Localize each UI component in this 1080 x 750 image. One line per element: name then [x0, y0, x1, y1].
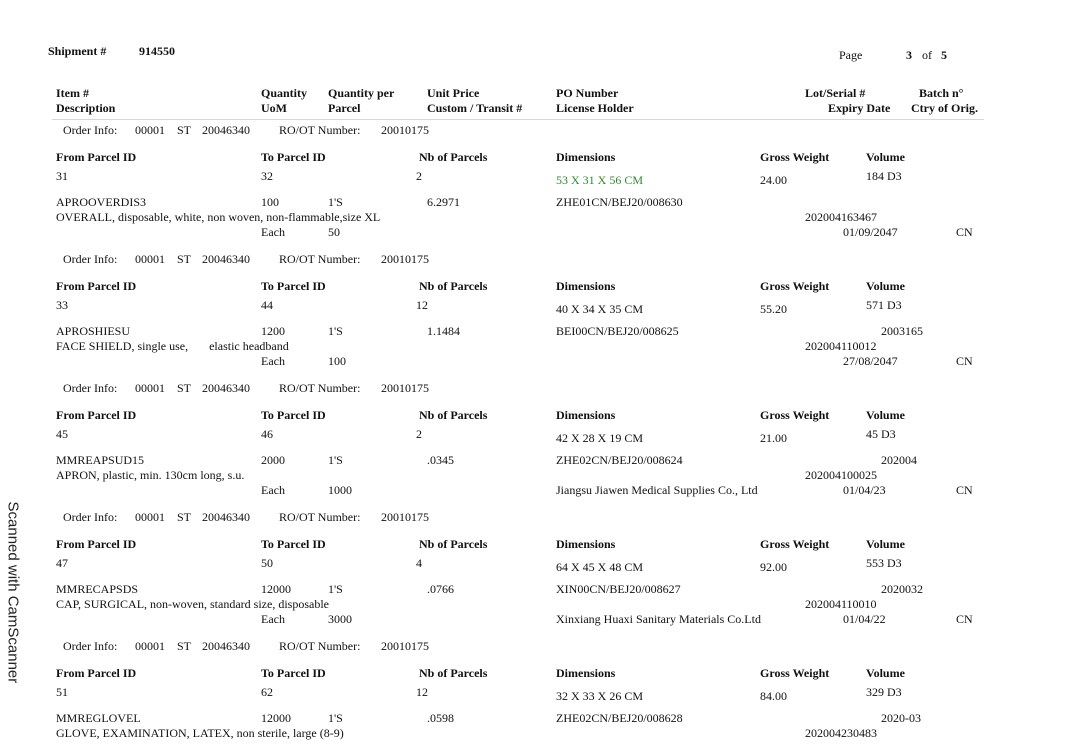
- volume-label: Volume: [866, 666, 905, 680]
- order-type: ST: [177, 381, 192, 395]
- ro-ot-label: RO/OT Number:: [279, 123, 361, 137]
- lot-serial: 202004110010: [805, 597, 877, 611]
- quantity: 12000: [261, 711, 291, 725]
- nb-parcels: 12: [416, 298, 428, 312]
- order-number: 20046340: [202, 381, 250, 395]
- nb-parcels: 2: [416, 427, 422, 441]
- volume: 184 D3: [866, 169, 902, 183]
- uom: Each: [261, 225, 285, 239]
- po-number: XIN00CN/BEJ20/008627: [556, 582, 681, 596]
- col-lot-serial: Lot/Serial #: [805, 86, 866, 100]
- from-parcel-label: From Parcel ID: [56, 150, 137, 164]
- ro-ot-number: 20010175: [381, 510, 429, 524]
- from-parcel-id: 45: [56, 427, 68, 441]
- ro-ot-number: 20010175: [381, 639, 429, 653]
- to-parcel-label: To Parcel ID: [261, 408, 326, 422]
- col-uom: UoM: [261, 101, 287, 115]
- page-total: 5: [941, 48, 947, 62]
- col-parcel: Parcel: [328, 101, 361, 115]
- nb-parcels: 2: [416, 169, 422, 183]
- qty-per-parcel: 100: [328, 354, 346, 368]
- pack-size: 1'S: [328, 453, 343, 467]
- from-parcel-id: 51: [56, 685, 68, 699]
- item-number: MMREAPSUD15: [56, 453, 145, 467]
- shipment-number: 914550: [139, 44, 175, 58]
- col-po-number: PO Number: [556, 86, 619, 100]
- batch-number: 2020032: [881, 582, 923, 596]
- order-info-label: Order Info:: [63, 381, 118, 395]
- to-parcel-id: 32: [261, 169, 273, 183]
- dimensions-label: Dimensions: [556, 666, 616, 680]
- dimensions: 40 X 34 X 35 CM: [556, 302, 644, 316]
- ro-ot-label: RO/OT Number:: [279, 252, 361, 266]
- to-parcel-id: 46: [261, 427, 273, 441]
- dimensions: 53 X 31 X 56 CM: [556, 173, 644, 187]
- gross-weight: 92.00: [760, 560, 787, 574]
- to-parcel-label: To Parcel ID: [261, 537, 326, 551]
- nb-parcels-label: Nb of Parcels: [419, 150, 488, 164]
- order-info-label: Order Info:: [63, 252, 118, 266]
- item-description: APRON, plastic, min. 130cm long, s.u.: [56, 468, 245, 482]
- col-expiry-date: Expiry Date: [828, 101, 891, 115]
- expiry-date: 01/04/23: [843, 483, 886, 497]
- quantity: 12000: [261, 582, 291, 596]
- col-description: Description: [56, 101, 116, 115]
- page-current: 3: [906, 48, 912, 62]
- order-type: ST: [177, 510, 192, 524]
- col-license-holder: License Holder: [556, 101, 634, 115]
- item-description: CAP, SURGICAL, non-woven, standard size, disposable: [56, 597, 329, 611]
- ro-ot-label: RO/OT Number:: [279, 639, 361, 653]
- from-parcel-id: 31: [56, 169, 68, 183]
- from-parcel-id: 47: [56, 556, 68, 570]
- col-qty-per: Quantity per: [328, 86, 395, 100]
- ro-ot-label: RO/OT Number:: [279, 381, 361, 395]
- order-number: 20046340: [202, 510, 250, 524]
- ro-ot-number: 20010175: [381, 252, 429, 266]
- nb-parcels: 4: [416, 556, 422, 570]
- volume-label: Volume: [866, 537, 905, 551]
- quantity: 100: [261, 195, 279, 209]
- nb-parcels-label: Nb of Parcels: [419, 279, 488, 293]
- to-parcel-id: 44: [261, 298, 273, 312]
- ro-ot-number: 20010175: [381, 123, 429, 137]
- uom: Each: [261, 483, 285, 497]
- gross-weight-label: Gross Weight: [760, 279, 830, 293]
- country-of-origin: CN: [956, 612, 973, 626]
- dimensions-label: Dimensions: [556, 408, 616, 422]
- order-number: 20046340: [202, 252, 250, 266]
- ro-ot-label: RO/OT Number:: [279, 510, 361, 524]
- qty-per-parcel: 50: [328, 225, 340, 239]
- nb-parcels-label: Nb of Parcels: [419, 666, 488, 680]
- page-label: Page: [839, 48, 863, 62]
- nb-parcels: 12: [416, 685, 428, 699]
- dimensions-label: Dimensions: [556, 537, 616, 551]
- dimensions: 64 X 45 X 48 CM: [556, 560, 644, 574]
- from-parcel-id: 33: [56, 298, 68, 312]
- volume-label: Volume: [866, 150, 905, 164]
- batch-number: 202004: [881, 453, 917, 467]
- qty-per-parcel: 1000: [328, 483, 352, 497]
- page-of: of: [922, 48, 932, 62]
- order-line: 00001: [135, 639, 165, 653]
- order-type: ST: [177, 639, 192, 653]
- expiry-date: 01/09/2047: [843, 225, 898, 239]
- quantity: 1200: [261, 324, 285, 338]
- pack-size: 1'S: [328, 324, 343, 338]
- item-number: MMREGLOVEL: [56, 711, 141, 725]
- expiry-date: 01/04/22: [843, 612, 886, 626]
- nb-parcels-label: Nb of Parcels: [419, 408, 488, 422]
- col-unit-price: Unit Price: [427, 86, 480, 100]
- order-number: 20046340: [202, 639, 250, 653]
- order-line: 00001: [135, 252, 165, 266]
- gross-weight-label: Gross Weight: [760, 150, 830, 164]
- lot-serial: 202004100025: [805, 468, 877, 482]
- col-custom-transit: Custom / Transit #: [427, 101, 523, 115]
- dimensions: 32 X 33 X 26 CM: [556, 689, 644, 703]
- po-number: BEI00CN/BEJ20/008625: [556, 324, 679, 338]
- from-parcel-label: From Parcel ID: [56, 408, 137, 422]
- country-of-origin: CN: [956, 354, 973, 368]
- gross-weight: 24.00: [760, 173, 787, 187]
- to-parcel-id: 50: [261, 556, 273, 570]
- lot-serial: 202004110012: [805, 339, 877, 353]
- volume: 329 D3: [866, 685, 902, 699]
- batch-number: 2020-03: [881, 711, 921, 725]
- gross-weight-label: Gross Weight: [760, 537, 830, 551]
- uom: Each: [261, 612, 285, 626]
- col-item: Item #: [56, 86, 89, 100]
- order-line: 00001: [135, 123, 165, 137]
- gross-weight: 21.00: [760, 431, 787, 445]
- col-batch: Batch n°: [919, 86, 964, 100]
- pack-size: 1'S: [328, 195, 343, 209]
- country-of-origin: CN: [956, 483, 973, 497]
- lot-serial: 202004163467: [805, 210, 877, 224]
- camscanner-watermark: Scanned with CamScanner: [4, 501, 22, 684]
- from-parcel-label: From Parcel ID: [56, 666, 137, 680]
- volume: 45 D3: [866, 427, 896, 441]
- item-description: GLOVE, EXAMINATION, LATEX, non sterile, large (8-9): [56, 726, 344, 740]
- po-number: ZHE01CN/BEJ20/008630: [556, 195, 683, 209]
- to-parcel-label: To Parcel ID: [261, 150, 326, 164]
- item-number: APROSHIESU: [56, 324, 131, 338]
- unit-price: .0345: [427, 453, 454, 467]
- order-number: 20046340: [202, 123, 250, 137]
- volume: 571 D3: [866, 298, 902, 312]
- order-info-label: Order Info:: [63, 510, 118, 524]
- item-number: APROOVERDIS3: [56, 195, 147, 209]
- volume-label: Volume: [866, 408, 905, 422]
- gross-weight: 84.00: [760, 689, 787, 703]
- pack-size: 1'S: [328, 711, 343, 725]
- dimensions-label: Dimensions: [556, 279, 616, 293]
- po-number: ZHE02CN/BEJ20/008628: [556, 711, 683, 725]
- gross-weight-label: Gross Weight: [760, 408, 830, 422]
- order-info-label: Order Info:: [63, 639, 118, 653]
- item-description: FACE SHIELD, single use, elastic headband: [56, 339, 289, 353]
- to-parcel-id: 62: [261, 685, 273, 699]
- nb-parcels-label: Nb of Parcels: [419, 537, 488, 551]
- unit-price: .0598: [427, 711, 454, 725]
- unit-price: .0766: [427, 582, 454, 596]
- qty-per-parcel: 3000: [328, 612, 352, 626]
- to-parcel-label: To Parcel ID: [261, 279, 326, 293]
- from-parcel-label: From Parcel ID: [56, 537, 137, 551]
- order-type: ST: [177, 123, 192, 137]
- col-ctry: Ctry of Orig.: [911, 101, 978, 115]
- header-rule: [52, 119, 984, 120]
- unit-price: 1.1484: [427, 324, 460, 338]
- unit-price: 6.2971: [427, 195, 460, 209]
- col-quantity: Quantity: [261, 86, 308, 100]
- item-number: MMRECAPSDS: [56, 582, 139, 596]
- volume: 553 D3: [866, 556, 902, 570]
- dimensions: 42 X 28 X 19 CM: [556, 431, 644, 445]
- order-type: ST: [177, 252, 192, 266]
- gross-weight-label: Gross Weight: [760, 666, 830, 680]
- order-line: 00001: [135, 381, 165, 395]
- batch-number: 2003165: [881, 324, 923, 338]
- ro-ot-number: 20010175: [381, 381, 429, 395]
- gross-weight: 55.20: [760, 302, 787, 316]
- expiry-date: 27/08/2047: [843, 354, 898, 368]
- order-info-label: Order Info:: [63, 123, 118, 137]
- volume-label: Volume: [866, 279, 905, 293]
- country-of-origin: CN: [956, 225, 973, 239]
- to-parcel-label: To Parcel ID: [261, 666, 326, 680]
- po-number: ZHE02CN/BEJ20/008624: [556, 453, 683, 467]
- shipment-label: Shipment #: [48, 44, 107, 58]
- dimensions-label: Dimensions: [556, 150, 616, 164]
- license-holder: Xinxiang Huaxi Sanitary Materials Co.Ltd: [556, 612, 761, 626]
- item-description: OVERALL, disposable, white, non woven, non-flammable,size XL: [56, 210, 381, 224]
- pack-size: 1'S: [328, 582, 343, 596]
- quantity: 2000: [261, 453, 285, 467]
- uom: Each: [261, 354, 285, 368]
- from-parcel-label: From Parcel ID: [56, 279, 137, 293]
- order-line: 00001: [135, 510, 165, 524]
- license-holder: Jiangsu Jiawen Medical Supplies Co., Ltd: [556, 483, 758, 497]
- lot-serial: 202004230483: [805, 726, 877, 740]
